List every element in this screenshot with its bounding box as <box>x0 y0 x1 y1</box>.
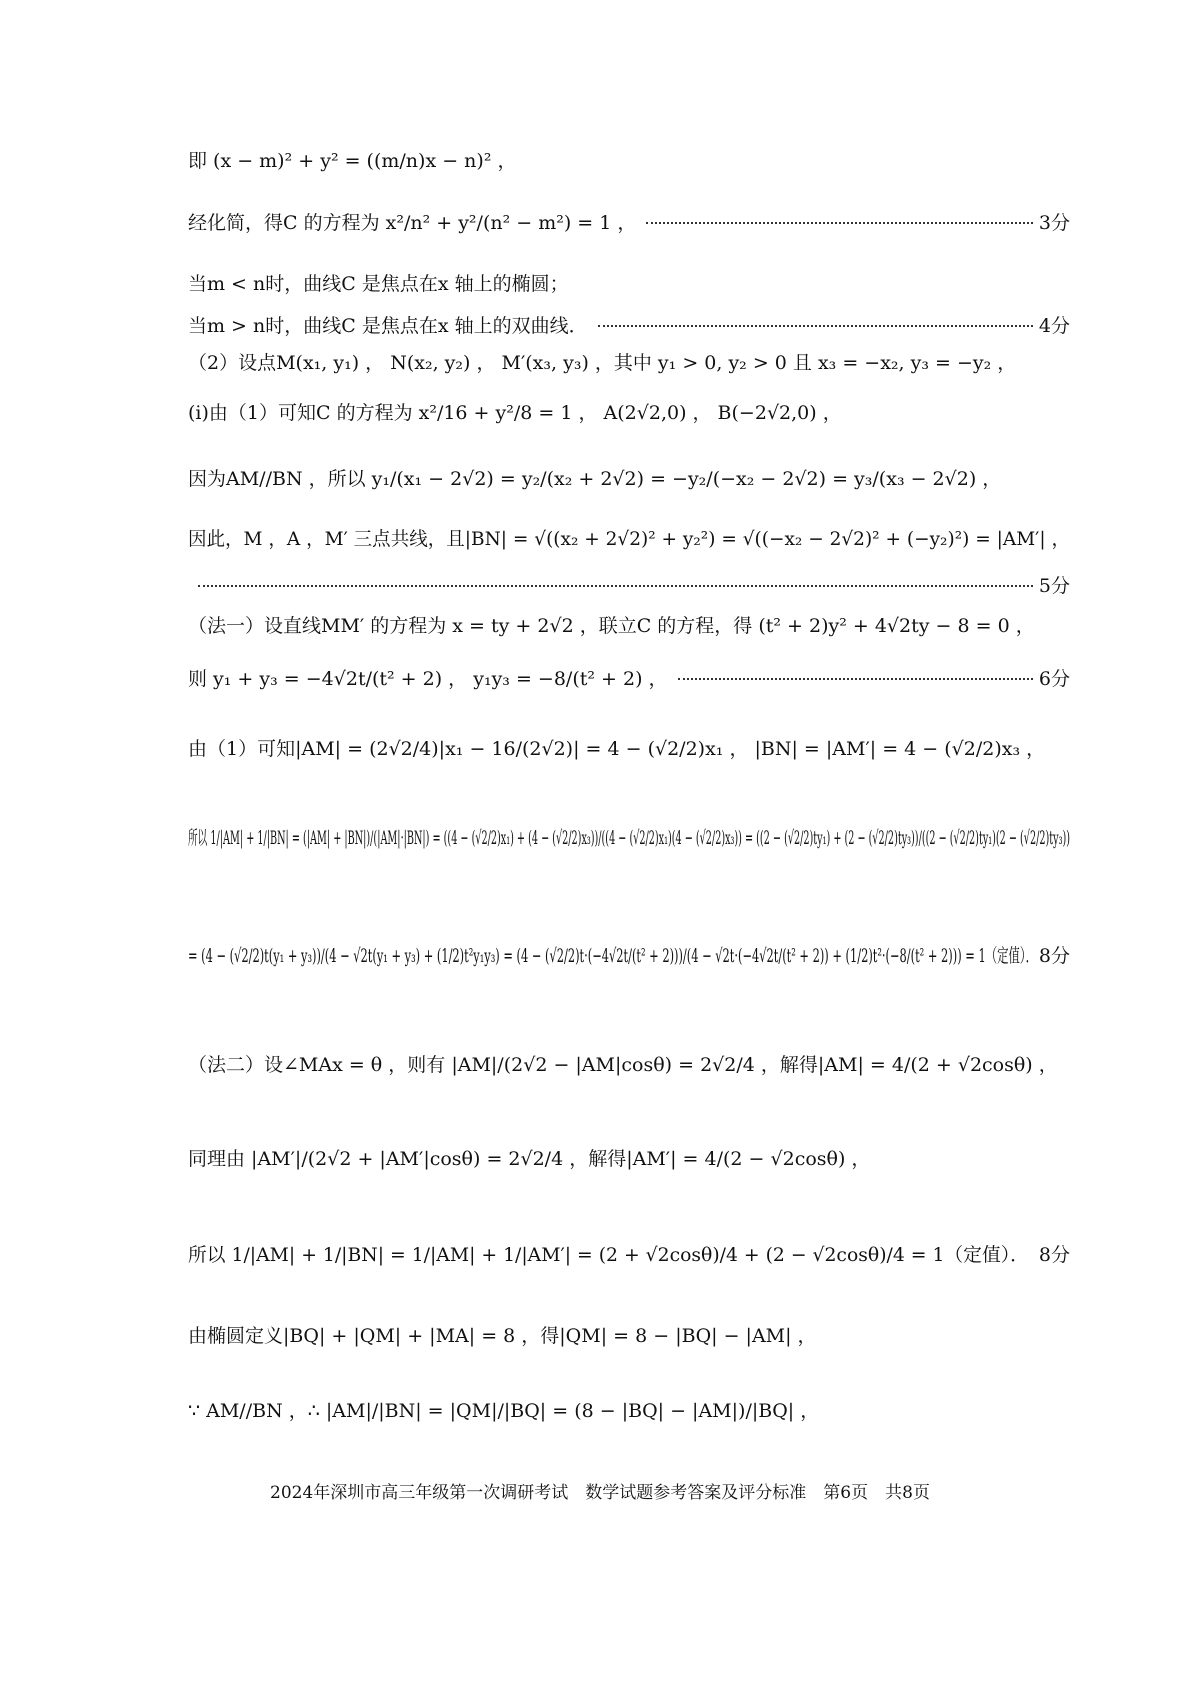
score-points: 5分 <box>1038 575 1070 597</box>
solution-line <box>188 941 1070 968</box>
solution-line <box>188 348 1070 375</box>
line-text: （2）设点M(x₁, y₁) ， N(x₂, y₂) ， M′(x₃, y₃) ，其中 y₁ > 0, y₂ > 0 且 x₃ = −x₂, y₃ = −y₂ ， <box>188 352 1017 374</box>
dotted-leader <box>598 311 1033 327</box>
solution-line <box>188 1050 1070 1077</box>
score-points: 6分 <box>1038 668 1070 690</box>
solution-line <box>188 524 1070 551</box>
solution-line <box>188 1144 1070 1171</box>
line-text: 同理由 |AM′|/(2√2 + |AM′|cosθ) = 2√2/4 ，解得|AM′| = 4/(2 − √2cosθ) ， <box>188 1148 871 1170</box>
solution-line <box>188 1321 1070 1348</box>
solution-line <box>188 611 1070 638</box>
line-text: ∵ AM//BN ，∴ |AM|/|BN| = |QM|/|BQ| = (8 − |BQ| − |AM|)/|BQ| ， <box>188 1400 820 1422</box>
dotted-leader <box>198 571 1033 587</box>
dotted-leader <box>678 664 1033 680</box>
page-footer: 2024年深圳市高三年级第一次调研考试 数学试题参考答案及评分标准 第6页 共8页 <box>270 1483 930 1503</box>
solution-line <box>188 823 1070 850</box>
line-text: 由椭圆定义|BQ| + |QM| + |MA| = 8 ，得|QM| = 8 − |BQ| − |AM| ， <box>188 1325 817 1347</box>
solution-line <box>188 146 1070 173</box>
line-text: 即 (x − m)² + y² = ((m/n)x − n)² ， <box>188 150 517 172</box>
line-text: 当m > n时，曲线C 是焦点在x 轴上的双曲线． <box>188 315 588 337</box>
solution-line <box>188 664 1070 691</box>
score-points: 8分 <box>1038 1244 1070 1266</box>
solution-line <box>188 269 1070 296</box>
line-text: 因为AM//BN ，所以 y₁/(x₁ − 2√2) = y₂/(x₂ + 2√2) = −y₂/(−x₂ − 2√2) = y₃/(x₃ − 2√2) ， <box>188 468 1002 490</box>
line-text: （法二）设∠MAx = θ ，则有 |AM|/(2√2 − |AM|cosθ) = 2√2/4 ，解得|AM| = 4/(2 + √2cosθ) ， <box>188 1054 1058 1076</box>
dotted-leader <box>646 208 1033 224</box>
score-points: 8分 <box>1038 945 1070 967</box>
solution-line <box>188 1396 1070 1423</box>
solution-line <box>188 398 1070 425</box>
line-text: 由（1）可知|AM| = (2√2/4)|x₁ − 16/(2√2)| = 4 − (√2/2)x₁ ， |BN| = |AM′| = 4 − (√2/2)x₃ ， <box>188 738 1046 760</box>
line-text: = (4 − (√2/2)t(y₁ + y₃))/(4 − √2t(y₁ + y₃) + (1/2)t²y₁y₃) = (4 − (√2/2)t·(−4√2t/(t² + 2)))/(4 − √2t·(−4√2t/(t² + 2)) + (1/2)t²·(−8/(t² + 2))) = 1（定值）． <box>188 945 1037 967</box>
solution-line <box>188 311 1070 338</box>
solution-line <box>188 1240 1070 1267</box>
solution-line <box>188 208 1070 235</box>
line-text: 则 y₁ + y₃ = −4√2t/(t² + 2) ， y₁y₃ = −8/(t² + 2) ， <box>188 668 668 690</box>
line-text: 所以 1/|AM| + 1/|BN| = 1/|AM| + 1/|AM′| = (2 + √2cosθ)/4 + (2 − √2cosθ)/4 = 1（定值）． <box>188 1244 1029 1266</box>
line-text: 经化简，得C 的方程为 x²/n² + y²/(n² − m²) = 1 ， <box>188 212 637 234</box>
score-points: 4分 <box>1038 315 1070 337</box>
solution-line <box>188 734 1070 761</box>
line-text: 所以 1/|AM| + 1/|BN| = (|AM| + |BN|)/(|AM|·|BN|) = ((4 − (√2/2)x₁) + (4 − (√2/2)x₃))/((4 − (√2/2)x₁)(4 − (√2/2)x₃)) = ((2 − (√2/2)ty₁) + (2 − (√2/2)ty₃))/((2 − (√2/2)ty₁)(2 − (√2/2)ty₃)) <box>188 827 1070 849</box>
line-text: (i)由（1）可知C 的方程为 x²/16 + y²/8 = 1 ， A(2√2,0) ， B(−2√2,0) ， <box>188 402 842 424</box>
line-text: 因此，M ，A ，M′ 三点共线，且|BN| = √((x₂ + 2√2)² + y₂²) = √((−x₂ − 2√2)² + (−y₂)²) = |AM′| ， <box>188 528 1070 550</box>
line-text: （法一）设直线MM′ 的方程为 x = ty + 2√2 ，联立C 的方程，得 (t² + 2)y² + 4√2ty − 8 = 0 ， <box>188 615 1035 637</box>
solution-line <box>188 464 1070 491</box>
line-text: 当m < n时，曲线C 是焦点在x 轴上的椭圆； <box>188 273 569 295</box>
score-points: 3分 <box>1038 212 1070 234</box>
